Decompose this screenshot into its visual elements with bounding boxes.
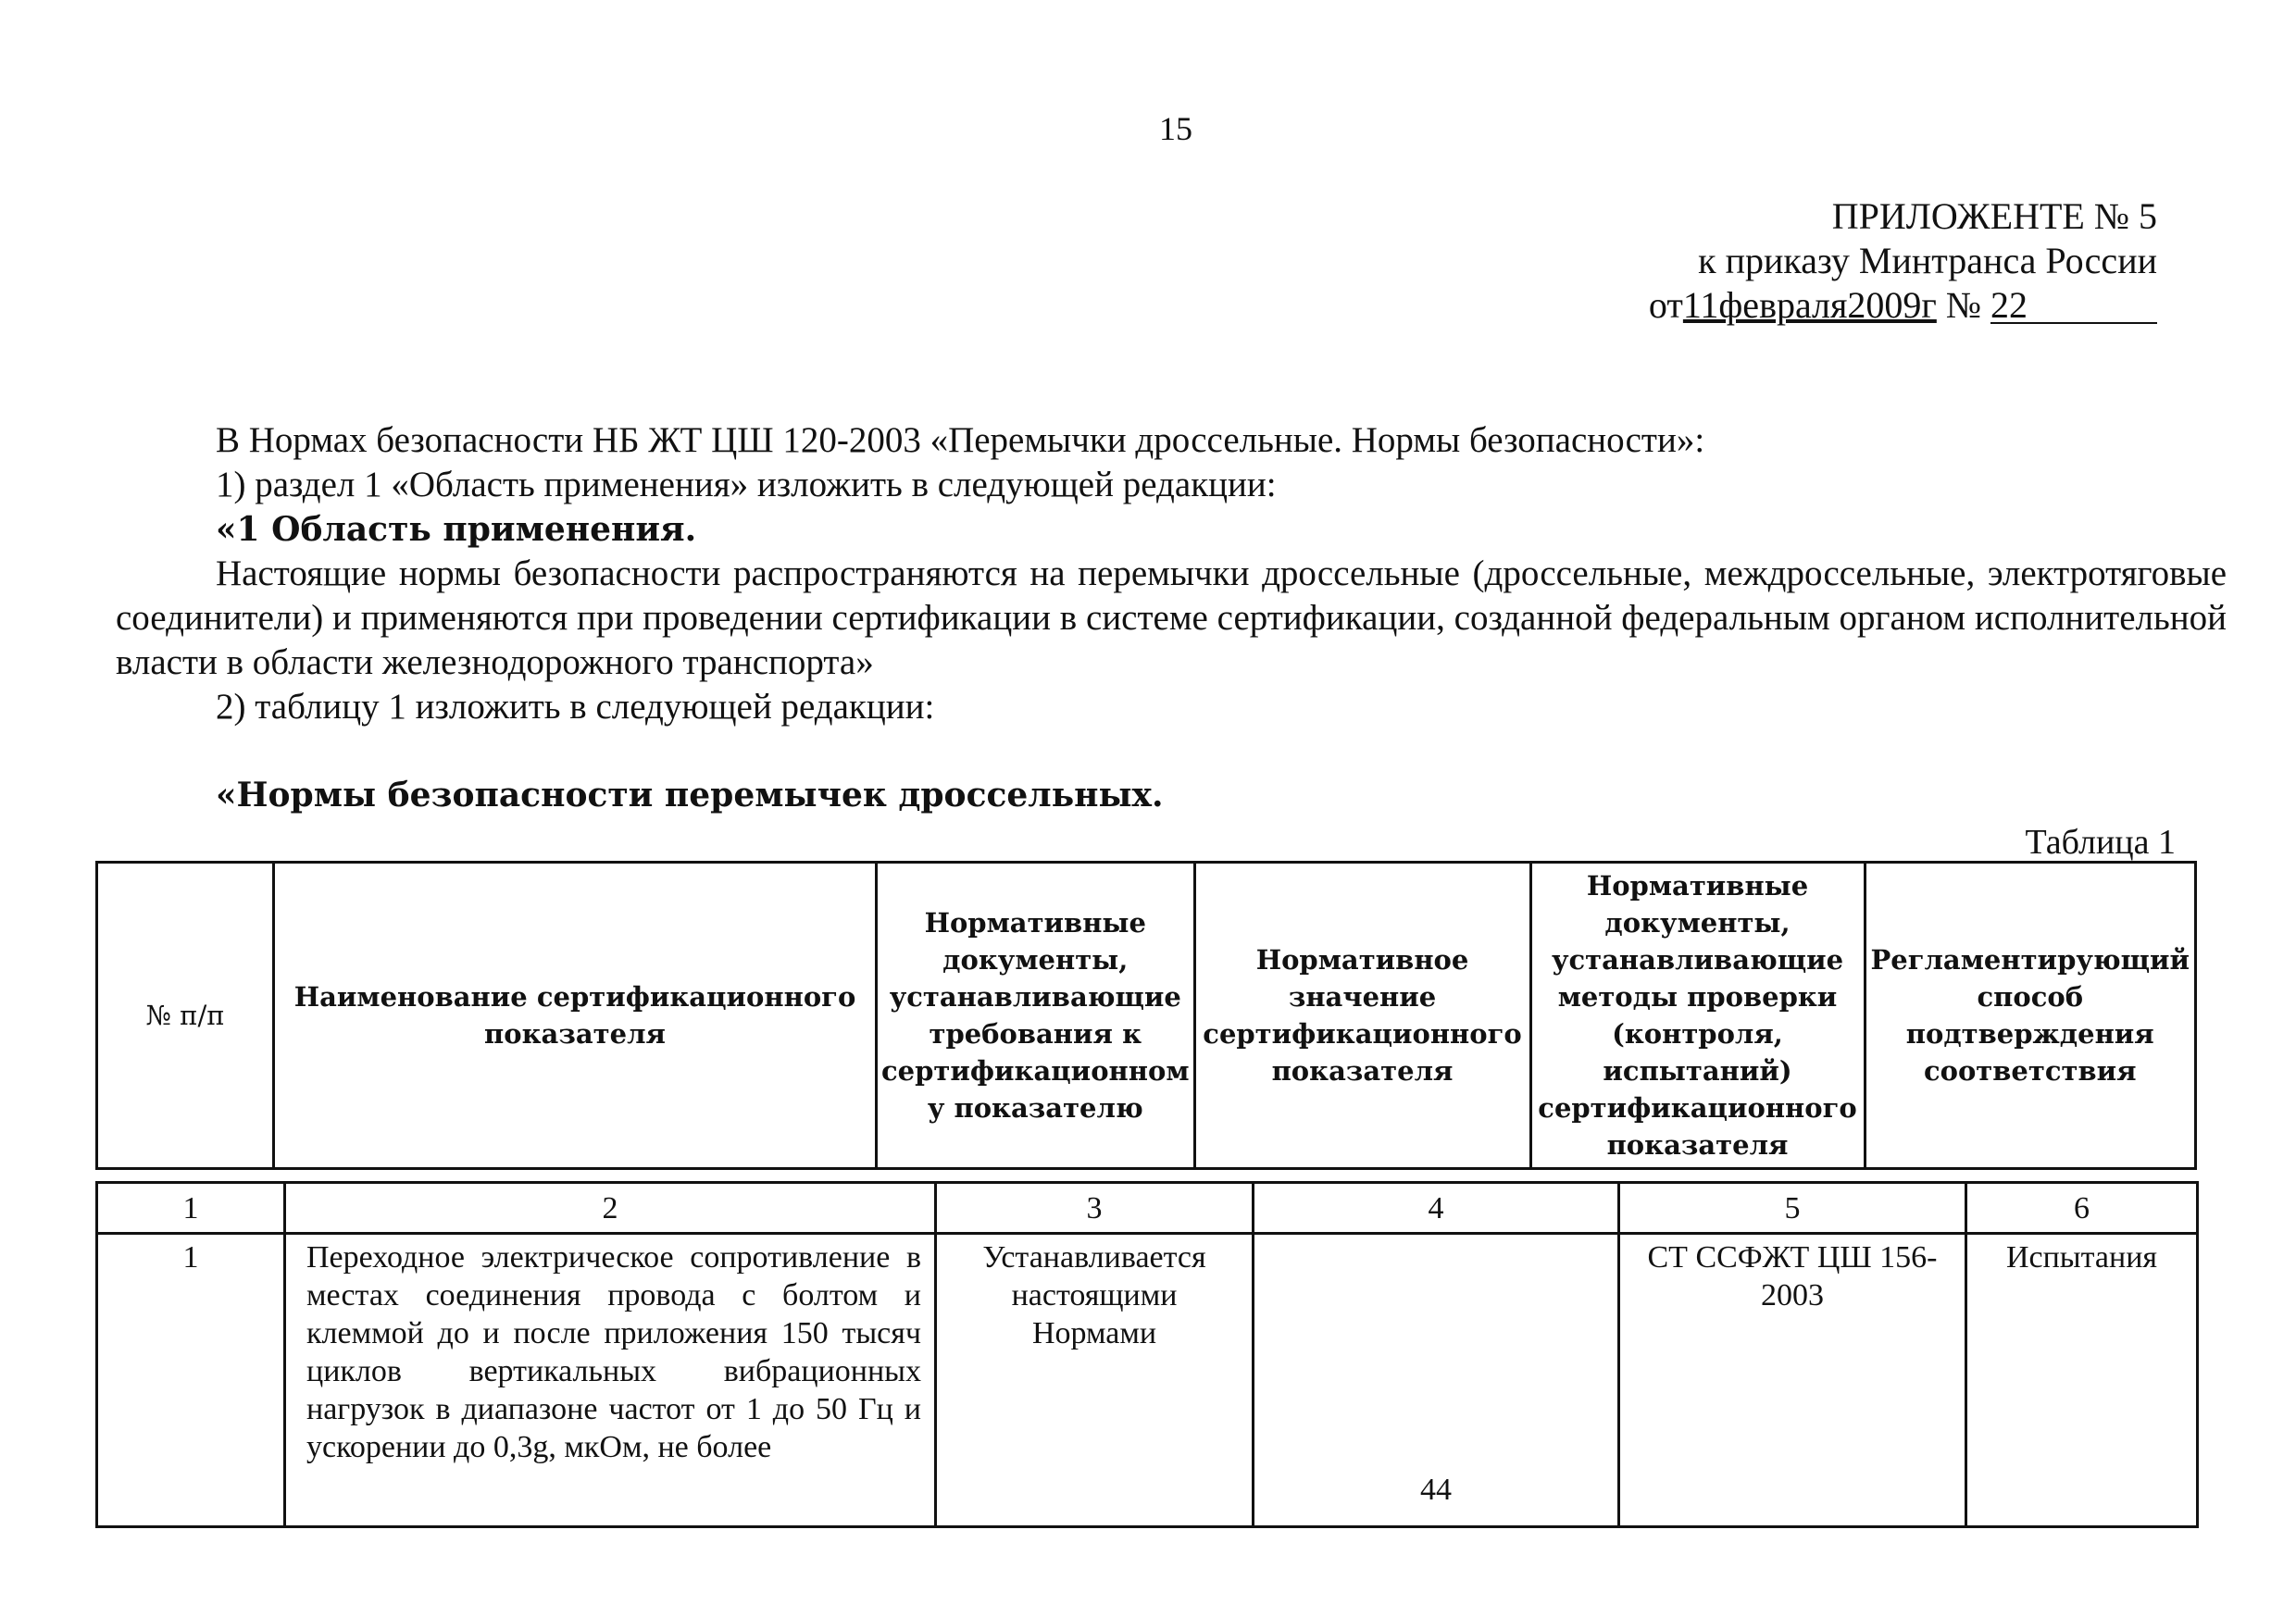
appendix-order-ref: к приказу Минтранса России [1698, 240, 2157, 281]
row-value: 44 [1254, 1234, 1619, 1527]
row-test-methods: СТ ССФЖТ ЦШ 156-2003 [1619, 1234, 1966, 1527]
item-1: 1) раздел 1 «Область применения» изложить в следующей редакции: [216, 465, 1277, 504]
table-header-row [97, 863, 2196, 1169]
section-heading: «1 Область применения. [216, 510, 697, 549]
header-confirmation: Регламентирующий способ подтверждения соответствия [1865, 863, 2195, 1169]
col-number: 2 [285, 1183, 936, 1234]
body-text [116, 418, 2227, 729]
column-number-row [97, 1183, 2198, 1234]
col-number: 5 [1619, 1183, 1966, 1234]
table-body [95, 1181, 2199, 1528]
header-name: Наименование сертификационного показателя [274, 863, 877, 1169]
order-number: 22 [1990, 289, 2157, 324]
appendix-date-line [1649, 283, 2157, 328]
table-header [95, 861, 2197, 1170]
intro-paragraph: В Нормах безопасности НБ ЖТ ЦШ 120-2003 «Перемычки дроссельные. Нормы безопасности»: [216, 420, 1705, 460]
header-req-docs: Нормативные документы, устанавливающие требования к сертификационном у показателю [877, 863, 1195, 1169]
order-date: 11февраля2009г [1682, 284, 1937, 326]
table-row [97, 1234, 2198, 1527]
section-text: Настоящие нормы безопасности распространяются на перемычки дроссельные (дроссельные, междроссельные, электротяговые соединители) и применяются при проведении сертификации в системе сертификации, созданной федеральным органом исполнительной власти в области железнодорожного транспорта» [116, 554, 2227, 682]
header-num: № п/п [97, 863, 274, 1169]
col-number: 6 [1966, 1183, 2198, 1234]
number-label: № [1945, 284, 1981, 326]
header-method-docs: Нормативные документы, устанавливающие методы проверки (контроля, испытаний) сертификационного показателя [1530, 863, 1865, 1169]
row-normative-docs: Устанавливается настоящими Нормами [936, 1234, 1254, 1527]
col-number: 1 [97, 1183, 285, 1234]
header-value: Нормативное значение сертификационного показателя [1194, 863, 1530, 1169]
row-name: Переходное электрическое сопротивление в местах соединения провода с болтом и клеммой до и после приложения 150 тысяч циклов вертикальных вибрационных нагрузок в диапазоне частот от 1 до 50 Гц и ускорении до 0,3g, мкОм, не более [285, 1234, 936, 1527]
appendix-title: ПРИЛОЖЕНТЕ № 5 [1831, 195, 2157, 237]
page-number: 15 [1159, 110, 1192, 147]
table-label: Таблица 1 [2025, 823, 2176, 862]
from-label: от [1648, 284, 1683, 326]
col-number: 4 [1254, 1183, 1619, 1234]
item-2: 2) таблицу 1 изложить в следующей редакции: [216, 687, 935, 727]
row-confirmation: Испытания [1966, 1234, 2198, 1527]
row-num: 1 [97, 1234, 285, 1527]
table-heading: «Нормы безопасности перемычек дроссельных. [216, 776, 1164, 815]
col-number: 3 [936, 1183, 1254, 1234]
appendix-block [1649, 194, 2157, 328]
